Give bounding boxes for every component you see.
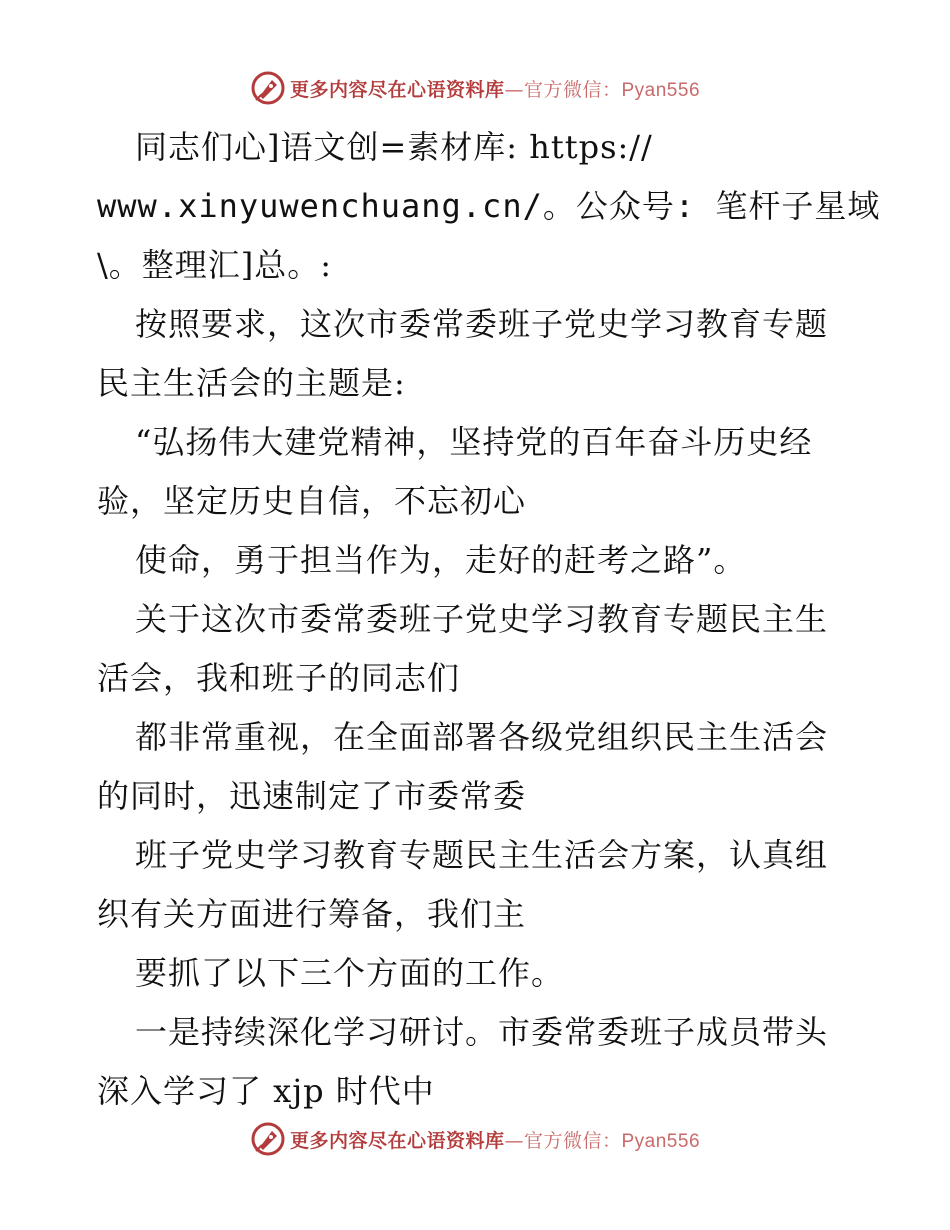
document-body xyxy=(97,118,881,1121)
footer-banner-dash: — xyxy=(504,1129,524,1152)
body-line: 使命，勇于担当作为，走好的赶考之路”。 xyxy=(135,541,747,579)
body-line: 深入学习了 xjp 时代中 xyxy=(97,1072,435,1110)
body-line: \。整理汇]总。: xyxy=(97,246,333,284)
body-line: 要抓了以下三个方面的工作。 xyxy=(135,954,565,992)
body-line: “弘扬伟大建党精神，坚持党的百年奋斗历史经 xyxy=(135,423,813,461)
footer-banner xyxy=(0,1119,950,1159)
header-banner-dash: — xyxy=(504,78,524,101)
body-line: 班子党史学习教育专题民主生活会方案，认真组 xyxy=(135,836,829,874)
footer-banner-wechat-label: 官方微信： xyxy=(523,1129,622,1152)
header-banner-library: 更多内容尽在心语资料库 xyxy=(289,78,505,101)
body-line: 按照要求，这次市委常委班子党史学习教育专题 xyxy=(135,305,829,343)
body-line: 的同时，迅速制定了市委常委 xyxy=(97,777,527,815)
footer-banner-wechat-id: Pyan556 xyxy=(621,1130,701,1152)
body-line: 民主生活会的主题是: xyxy=(97,364,406,402)
header-banner-wechat-label: 官方微信： xyxy=(523,78,622,101)
header-banner-text xyxy=(290,75,700,102)
body-line: 验，坚定历史自信，不忘初心 xyxy=(97,482,527,520)
pen-nib-logo-icon xyxy=(250,70,286,106)
body-line: 同志们心]语文创=素材库: https:// xyxy=(135,128,653,166)
pen-nib-logo-icon xyxy=(250,1121,286,1157)
body-line: 都非常重视，在全面部署各级党组织民主生活会 xyxy=(135,718,829,756)
body-line: www.xinyuwenchuang.cn/。公众号: 笔杆子星域 xyxy=(97,187,881,225)
body-line: 关于这次市委常委班子党史学习教育专题民主生 xyxy=(135,600,829,638)
body-line: 织有关方面进行筹备，我们主 xyxy=(97,895,527,933)
footer-banner-text xyxy=(290,1126,700,1153)
body-line: 活会，我和班子的同志们 xyxy=(97,659,461,697)
header-banner xyxy=(0,68,950,108)
footer-banner-library: 更多内容尽在心语资料库 xyxy=(289,1129,505,1152)
header-banner-wechat-id: Pyan556 xyxy=(621,79,701,101)
body-line: 一是持续深化学习研讨。市委常委班子成员带头 xyxy=(135,1013,829,1051)
